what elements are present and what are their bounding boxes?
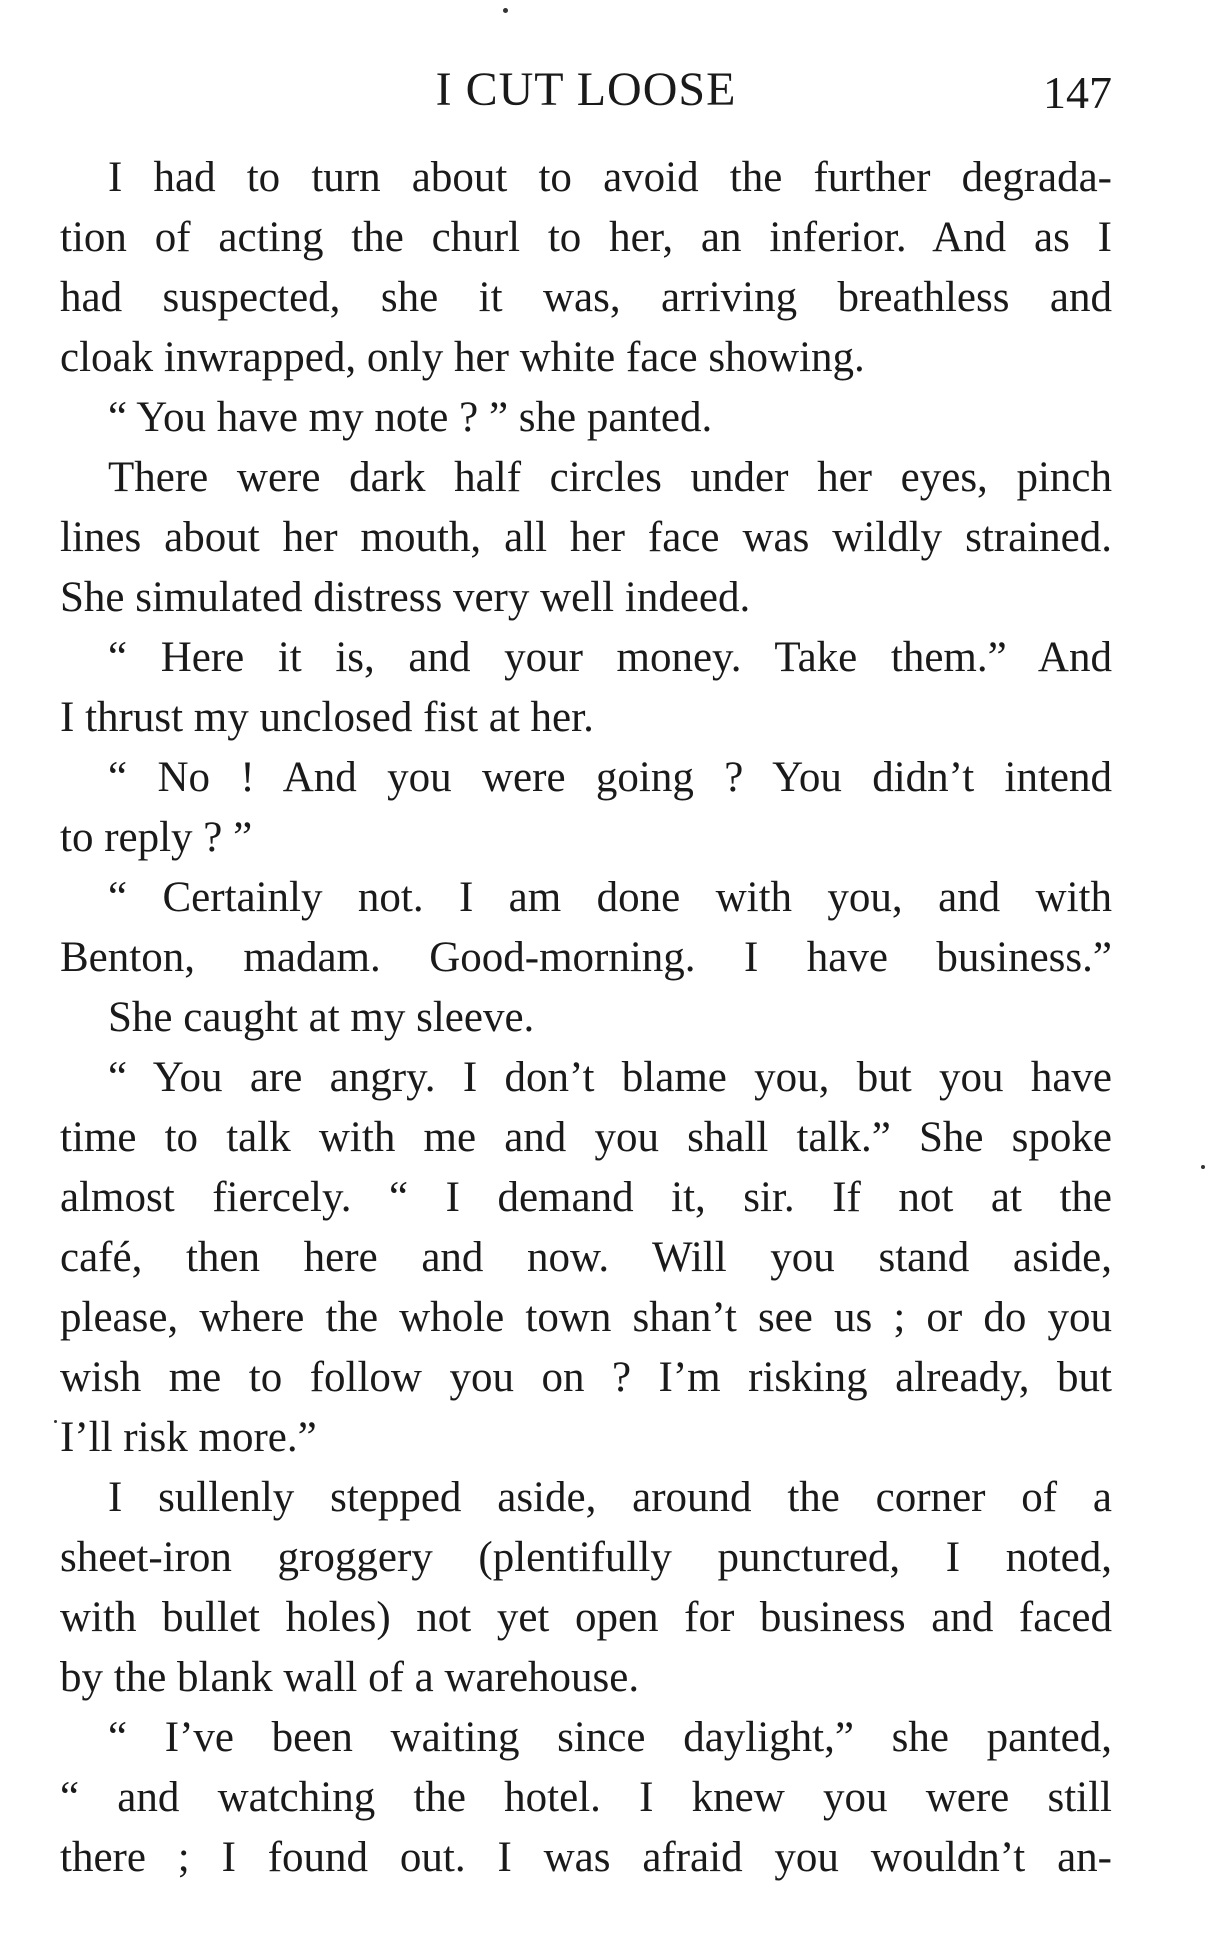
text-line: café, then here and now. Will you stand aside, [60,1234,1112,1281]
page-body [60,148,1112,1888]
text-line: “ You are angry. I don’t blame you, but you have [108,1054,1112,1101]
text-line: Benton, madam. Good-morning. I have business.” [60,934,1112,981]
text-line: “ and watching the hotel. I knew you were still [60,1774,1112,1821]
text-line: by the blank wall of a warehouse. [60,1654,640,1701]
text-line: cloak inwrapped, only her white face showing. [60,334,865,381]
ink-speck [54,1420,57,1423]
text-line: had suspected, she it was, arriving breathless and [60,274,1112,321]
text-line: almost fiercely. “ I demand it, sir. If not at the [60,1174,1112,1221]
text-line: to reply ? ” [60,814,253,861]
page-header [60,62,1112,132]
text-line: “ Certainly not. I am done with you, and with [108,874,1112,921]
text-line: with bullet holes) not yet open for business and faced [60,1594,1112,1641]
text-line: tion of acting the churl to her, an inferior. And as I [60,214,1112,261]
text-line: wish me to follow you on ? I’m risking already, but [60,1354,1112,1401]
text-line: there ; I found out. I was afraid you wouldn’t an- [60,1834,1112,1881]
text-line: “ Here it is, and your money. Take them.” And [108,634,1112,681]
text-line: I’ll risk more.” [60,1414,317,1461]
ink-speck [1201,1165,1205,1169]
text-line: time to talk with me and you shall talk.” She spoke [60,1114,1112,1161]
text-line: I had to turn about to avoid the further degrada- [108,154,1112,201]
text-line: There were dark half circles under her eyes, pinch [108,454,1112,501]
running-title: I CUT LOOSE [435,63,737,116]
text-line: I sullenly stepped aside, around the corner of a [108,1474,1112,1521]
text-line: I thrust my unclosed fist at her. [60,694,594,741]
text-line: “ I’ve been waiting since daylight,” she panted, [108,1714,1112,1761]
text-line: She simulated distress very well indeed. [60,574,751,621]
ink-speck [503,8,508,13]
text-line: lines about her mouth, all her face was wildly strained. [60,514,1112,561]
text-line: She caught at my sleeve. [108,994,535,1041]
text-line: sheet-iron groggery (plentifully punctured, I noted, [60,1534,1112,1581]
text-line: “ No ! And you were going ? You didn’t intend [108,754,1112,801]
page-number: 147 [1043,67,1112,118]
text-line: please, where the whole town shan’t see us ; or do you [60,1294,1112,1341]
text-line: “ You have my note ? ” she panted. [108,394,713,441]
